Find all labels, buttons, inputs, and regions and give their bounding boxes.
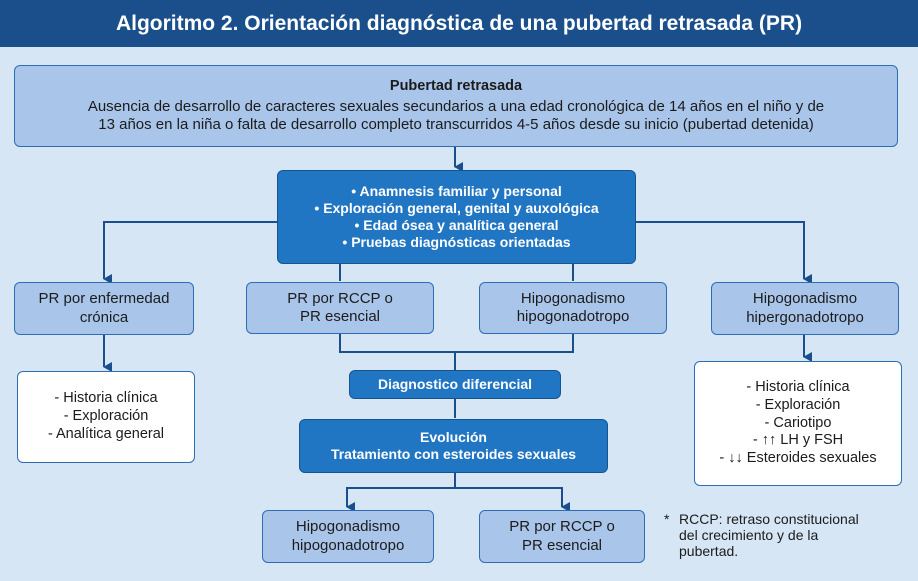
branch-label: crónica [79,308,129,326]
branch-label: PR esencial [299,308,381,325]
footnote-marker: * [664,511,670,527]
footnote-line: pubertad. [679,543,739,560]
arrow-to-outcome-right [455,488,562,507]
evolution-subtitle: Tratamiento con esteroides sexuales [330,446,577,462]
workup-item: • Pruebas diagnósticas orientadas [342,234,570,251]
branch-rccp [246,282,434,334]
branch-label: PR por RCCP o [287,289,393,307]
detail-item: - ↑↑ LH y FSH [752,432,844,449]
merge-bracket [340,334,573,352]
outcome-rccp [479,510,645,563]
workup-item: • Exploración general, genital y auxológica [314,200,598,217]
diff-dx-label: Diagnostico diferencial [377,375,533,392]
top-box-line: 13 años en la niña o falta de desarrollo completo transcurridos 4-5 años desde su inicio (pubertad detenida) [98,115,814,133]
evolution-title: Evolución [420,428,487,445]
arrow-to-chronic [104,222,277,279]
top-box-pubertad-retrasada [14,65,898,147]
outcome-hypogonadotropic [262,510,434,563]
chronic-details-box [17,371,195,463]
footnote-line: del crecimiento y de la [679,527,819,544]
branch-label: Hipogonadismo [520,289,626,307]
outcome-label: Hipogonadismo [295,518,401,536]
arrow-to-outcome-left [347,473,455,507]
arrow-to-hyper [636,222,804,279]
top-box-line: Ausencia de desarrollo de caracteres sexuales secundarios a una edad cronológica de 14 años en el niño y de [87,97,825,115]
detail-item: - Exploración [63,408,149,425]
workup-item: • Edad ósea y analítica general [354,217,558,234]
top-box-title: Pubertad retrasada [389,77,523,94]
branch-chronic-disease [14,282,194,335]
branch-hypogonadotropic [479,282,667,334]
detail-item: - Historia clínica [746,379,850,396]
detail-item: - Analítica general [47,425,165,442]
detail-item: - Historia clínica [54,390,158,407]
differential-diagnosis-box [349,370,561,399]
footnote-line: RCCP: retraso constitucional [679,511,859,527]
outcome-label: PR esencial [521,536,603,554]
evolution-box [299,419,608,473]
outcome-label: hipogonadotropo [291,536,405,554]
branch-label: hipogonadotropo [516,308,630,325]
title-text: Algoritmo 2. Orientación diagnóstica de una pubertad retrasada (PR) [115,11,803,35]
detail-item: - Exploración [755,396,841,413]
hyper-details-box [694,361,902,486]
outcome-label: PR por RCCP o [509,518,615,536]
branch-label: hipergonadotropo [746,308,864,326]
branch-label: PR por enfermedad [38,290,170,308]
branch-label: Hipogonadismo [752,290,858,308]
footnote [664,511,914,559]
detail-item: - Cariotipo [764,414,832,431]
detail-item: - ↓↓ Esteroides sexuales [719,450,877,467]
branch-hypergonadotropic [711,282,899,335]
workup-item: • Anamnesis familiar y personal [351,183,562,200]
workup-box [277,170,636,264]
